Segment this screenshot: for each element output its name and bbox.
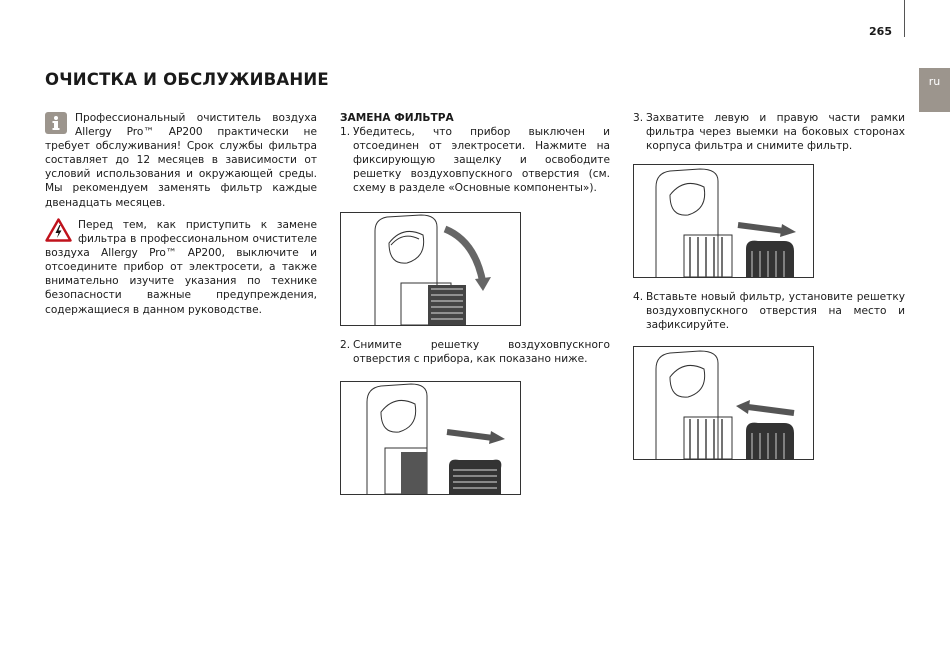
warning-note [45, 218, 317, 317]
figure-insert-filter [633, 346, 814, 460]
info-note [45, 111, 317, 210]
figure-remove-filter [633, 164, 814, 278]
page-number: 265 [869, 25, 892, 38]
filter-column-right [633, 111, 905, 153]
step-number: 4. [633, 291, 644, 303]
page-title: ОЧИСТКА И ОБСЛУЖИВАНИЕ [45, 70, 329, 89]
language-tab[interactable]: ru [919, 68, 950, 112]
filter-column-left [340, 111, 610, 195]
step-1 [340, 125, 610, 195]
step-text: Убедитесь, что прибор выключен и отсоединен от электросети. Нажмите на фиксирующую защелку и освободите решетку воздуховпускного отверстия (см. схему в разделе «Основные компоненты»). [353, 126, 610, 195]
step-4 [633, 290, 905, 332]
figure-remove-grille [340, 381, 521, 495]
step-text: Вставьте новый фильтр, установите решетку воздуховпускного отверстия на место и зафиксируйте. [646, 291, 905, 332]
step-number: 1. [340, 126, 351, 138]
info-icon [45, 112, 67, 134]
header-divider [904, 0, 905, 37]
electric-warning-icon [45, 218, 72, 242]
warning-note-text: Перед тем, как приступить к замене фильтра в профессиональном очистителе воздуха Allergy Pro™ AP200, выключите и отсоедините прибор от электросети, а также внимательно изучите указания по технике безопасности важные предупреждения, содержащиеся в данном руководстве. [45, 219, 317, 316]
step-text: Снимите решетку воздуховпускного отверстия с прибора, как показано ниже. [353, 339, 610, 366]
figure-release-grille [340, 212, 521, 326]
step-number: 3. [633, 112, 644, 124]
step-number: 2. [340, 339, 351, 351]
step-2 [340, 338, 610, 366]
info-note-text: Профессиональный очиститель воздуха Allergy Pro™ AP200 практически не требует обслуживания! Срок службы фильтра составляет до 12 месяцев в зависимости от условий использования и окружающей среды. Мы рекомендуем заменять фильтр каждые двенадцать месяцев. [45, 112, 317, 209]
section-heading: ЗАМЕНА ФИЛЬТРА [340, 112, 454, 124]
step-text: Захватите левую и правую части рамки фильтра через выемки на боковых сторонах корпуса фильтра и снимите фильтр. [646, 112, 905, 153]
step-3 [633, 111, 905, 153]
